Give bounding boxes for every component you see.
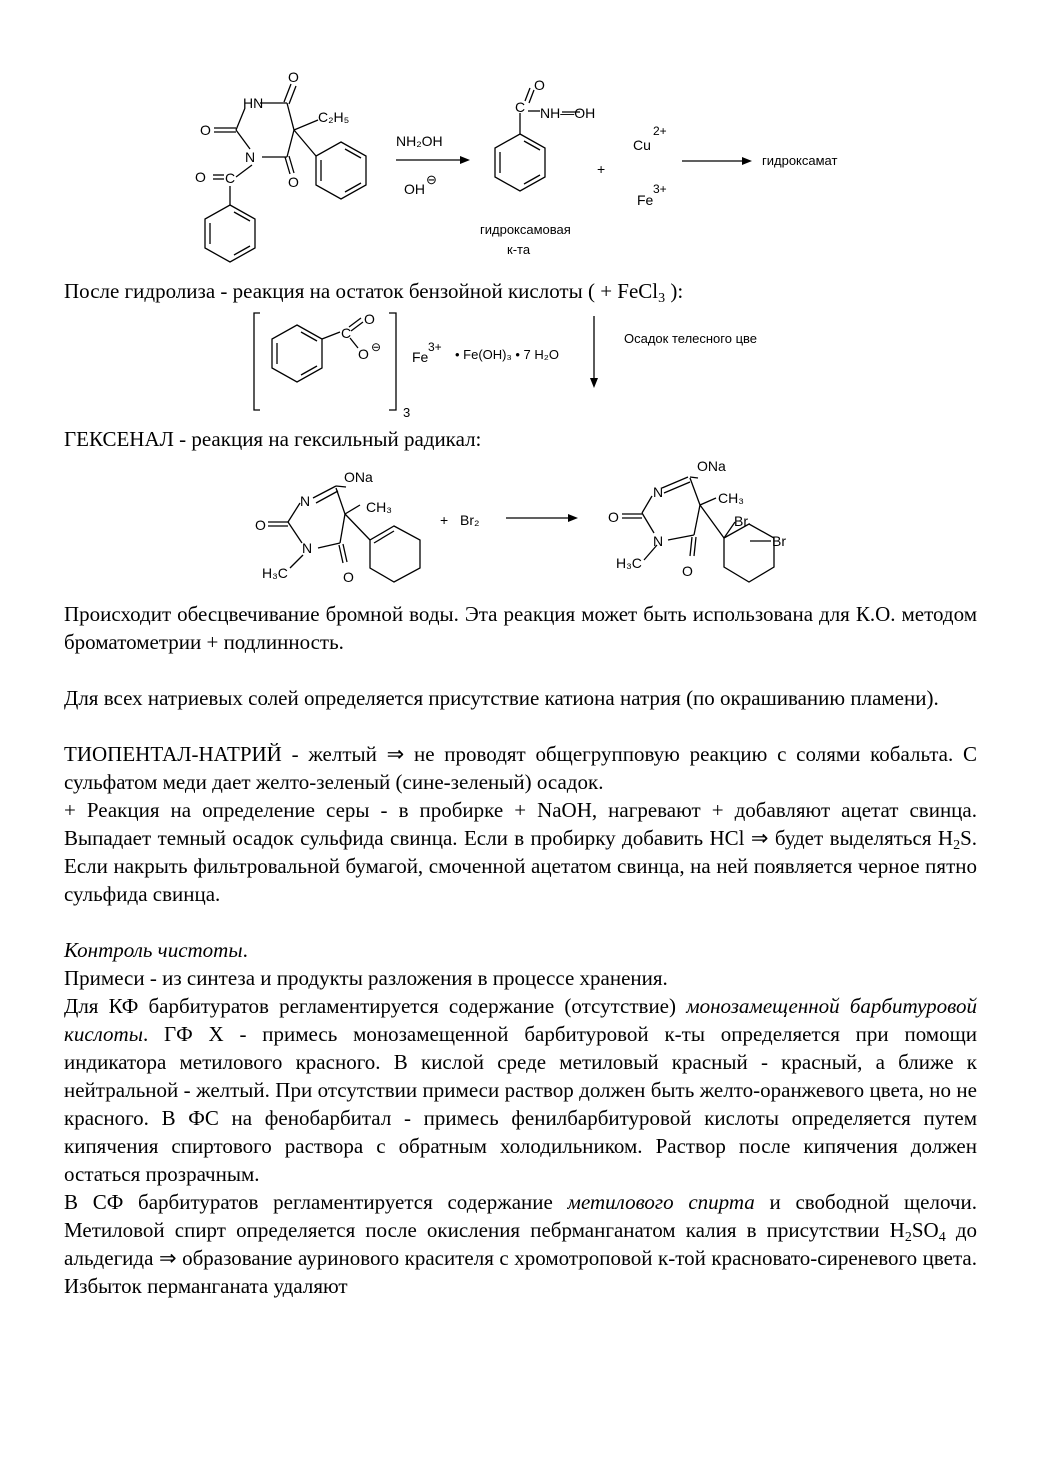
atom-o: O — [288, 174, 299, 190]
subscript: 2 — [953, 838, 961, 853]
label-hydroxamate: гидроксамат — [762, 153, 838, 168]
atom-ch3: CH₃ — [718, 490, 744, 506]
atom-c: C — [515, 99, 526, 115]
charge-2plus: 2+ — [653, 124, 667, 138]
body-text — [64, 600, 977, 1300]
atom-c2h5: C₂H₅ — [318, 109, 350, 125]
atom-o: O — [682, 563, 693, 579]
plus-sign: + — [597, 161, 606, 177]
paragraph-bromine: Происходит обесцвечивание бромной воды. Эта реакция может быть использована для К.О. методом броматометрии + подлинность. — [64, 602, 977, 654]
atom-nh-oh: NH—OH — [540, 105, 596, 121]
paragraph-kf — [64, 992, 977, 1188]
subscript-3: 3 — [403, 405, 411, 420]
reagent-br2: Br₂ — [460, 512, 480, 528]
paragraph-sulfur — [64, 796, 977, 908]
text-run: S. Если накрыть фильтровальной бумагой, смоченной ацетатом свинца, на ней появляется черное пятно сульфида свинца. — [64, 826, 977, 906]
minus-charge: ⊖ — [426, 172, 437, 187]
emphasis: метилового спирта — [567, 1190, 755, 1214]
subscript: 3 — [658, 291, 666, 306]
atom-fe: Fe — [412, 349, 429, 365]
scheme-hexenal-bromination — [0, 0, 1039, 600]
line-hexenal: ГЕКСЕНАЛ - реакция на гексильный радикал: — [64, 427, 482, 451]
minus-charge: ⊖ — [371, 340, 382, 354]
atom-o: O — [195, 169, 206, 185]
atom-o-minus: O — [358, 346, 369, 362]
atom-c: C — [225, 170, 236, 186]
text-run: и свободной щелочи. Метиловой спирт определяется после окисления пебрманганатом калия в присутствии H — [64, 1190, 977, 1242]
atom-br: Br — [734, 513, 748, 529]
text-run: до альдегида ⇒ образование ауринового красителя с хромотроповой к-той красновато-сиреневого цвета. Избыток перманганата удаляют — [64, 1218, 978, 1298]
atom-fe: Fe — [637, 192, 654, 208]
atom-n: N — [653, 484, 664, 500]
subscript: 4 — [938, 1230, 946, 1245]
heading-purity-control — [64, 936, 977, 964]
formula-fe-oh3: • Fe(OH)₃ • 7 H₂O — [455, 347, 559, 362]
atom-n: N — [653, 533, 664, 549]
emphasis: монозамещенной барбитуровой кислоты — [64, 994, 978, 1046]
reagent-oh: OH — [404, 181, 425, 197]
spacer — [64, 656, 977, 684]
atom-o: O — [200, 122, 211, 138]
atom-ch3: CH₃ — [366, 499, 392, 515]
heading-text: Контроль чистоты — [64, 938, 243, 962]
label-precipitate: Осадок телесного цве — [624, 331, 758, 346]
atom-n: N — [300, 493, 311, 509]
reagent-nh2oh: NH₂OH — [396, 133, 443, 149]
label-hydroxamic-acid: гидроксамовая — [480, 222, 571, 237]
atom-o: O — [255, 517, 266, 533]
paragraph-thiopental: ТИОПЕНТАЛ-НАТРИЙ - желтый ⇒ не проводят общегрупповую реакцию с солями кобальта. С сульфатом меди дает желто-зеленый (сине-зеленый) осадок. — [64, 742, 977, 794]
atom-br: Br — [772, 533, 786, 549]
atom-o: O — [288, 69, 299, 85]
spacer — [64, 712, 977, 740]
atom-hn: HN — [243, 95, 264, 111]
subscript: 2 — [904, 1230, 912, 1245]
atom-o: O — [534, 77, 545, 93]
plus-sign: + — [440, 512, 449, 528]
atom-n: N — [302, 540, 313, 556]
paragraph-sf — [64, 1188, 977, 1300]
atom-ona: ONa — [697, 458, 726, 474]
text-run: . ГФ Х - примесь монозамещенной барбитуровой к-ты определяется при помощи индикатора метилового красного. В кислой среде метиловый красный - красный, а ближе к нейтральной - желтый. При отсутствии примеси раствор должен быть желто-оранжевого цвета, но не красного. В ФС на фенобарбитал - примесь фенилбарбитуровой кислоты определяется путем кипячения спиртового раствора с обратным холодильником. Раствор после кипячения должен остаться прозрачным. — [64, 1022, 977, 1186]
line-end: ): — [665, 279, 684, 303]
text-run: SO — [911, 1218, 939, 1242]
text-run: Для КФ барбитуратов регламентируется содержание (отсутствие) — [64, 994, 687, 1018]
atom-h3c: H₃C — [616, 555, 642, 571]
atom-cu: Cu — [633, 137, 651, 153]
charge-3plus: 3+ — [428, 340, 442, 354]
paragraph-impurities: Примеси - из синтеза и продукты разложения в процессе хранения. — [64, 966, 668, 990]
spacer — [64, 908, 977, 936]
atom-c: C — [341, 325, 352, 341]
text-run: В СФ барбитуратов регламентируется содержание — [64, 1190, 568, 1214]
atom-ona: ONa — [344, 469, 373, 485]
atom-o: O — [364, 311, 375, 327]
charge-3plus: 3+ — [653, 182, 667, 196]
atom-o: O — [608, 509, 619, 525]
paragraph-sodium: Для всех натриевых солей определяется присутствие катиона натрия (по окрашиванию пламени). — [64, 686, 939, 710]
label-acid-abbr: к-та — [507, 242, 531, 257]
atom-n: N — [245, 149, 256, 165]
text-run: + Реакция на определение серы - в пробирке + NaOH, нагревают + добавляют ацетат свинца. Выпадает темный осадок сульфида свинца. Если в пробирку добавить HCl ⇒ будет выделяться H — [64, 798, 977, 850]
atom-h3c: H₃C — [262, 565, 288, 581]
heading-dot: . — [242, 938, 248, 962]
line-text: После гидролиза - реакция на остаток бензойной кислоты ( + FeCl — [64, 279, 659, 303]
atom-o: O — [343, 569, 354, 585]
